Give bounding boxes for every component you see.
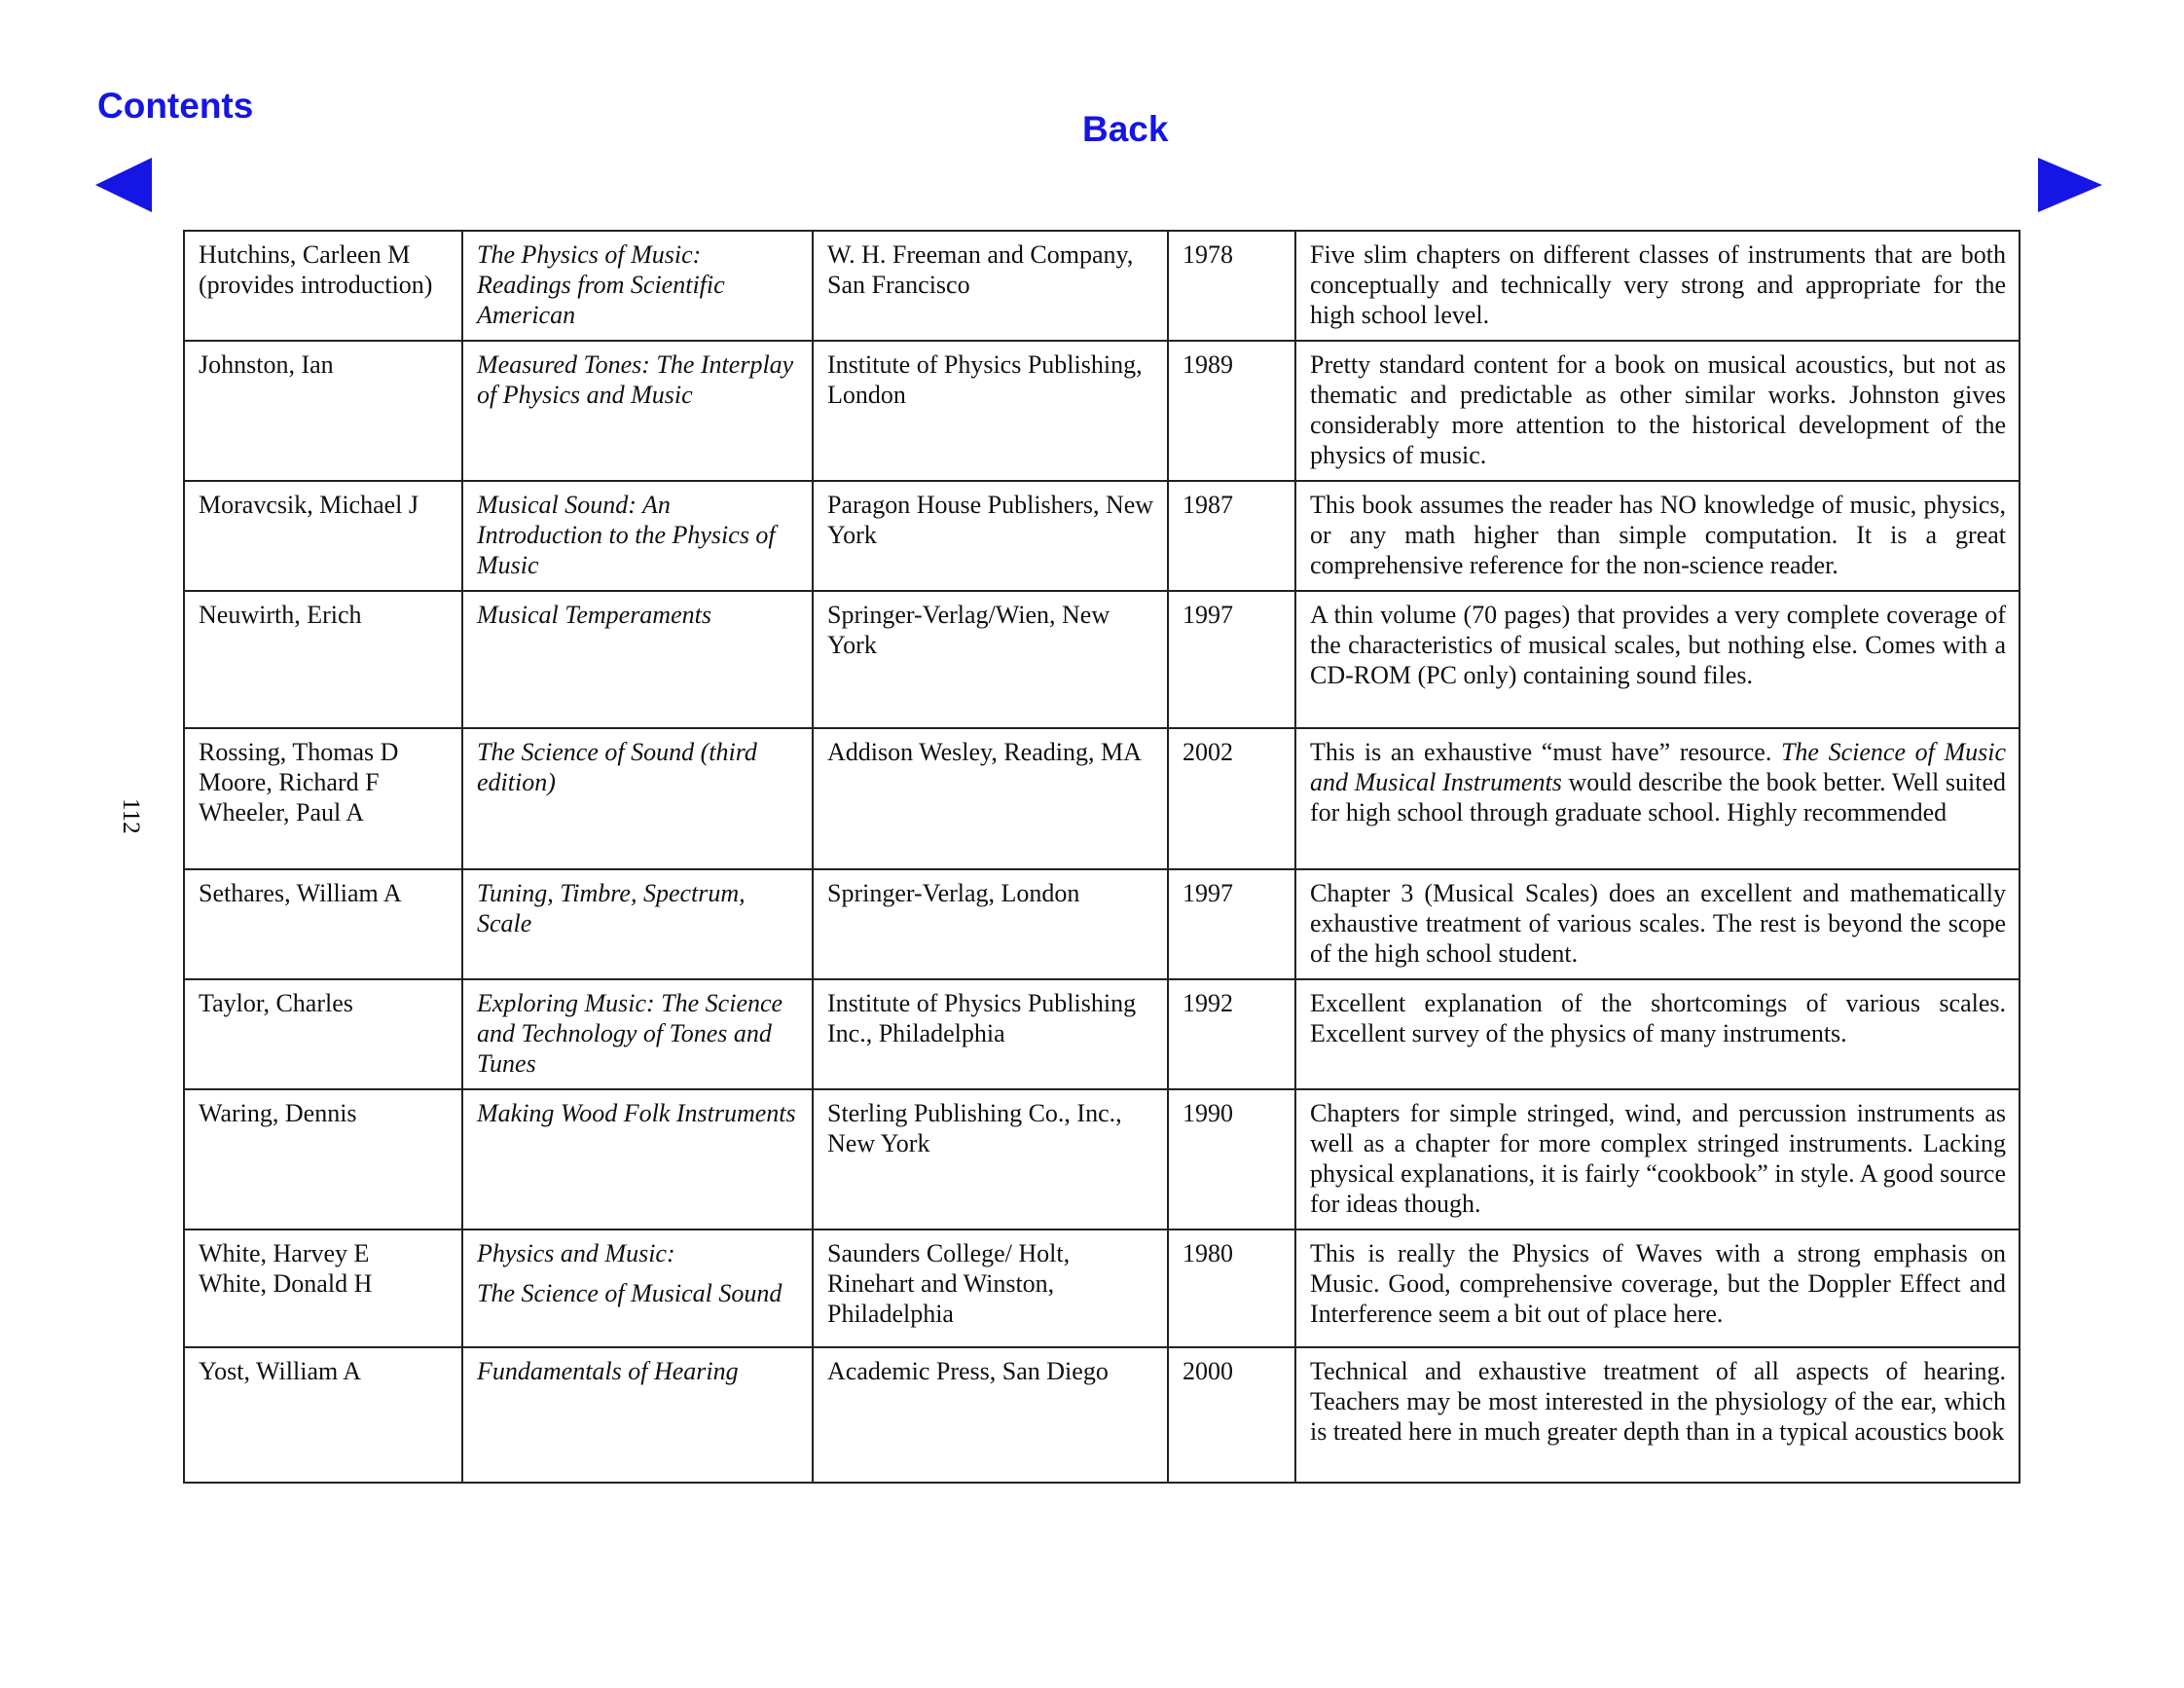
author-cell: [184, 728, 462, 869]
author-cell: Taylor, Charles: [184, 979, 462, 1089]
title-cell: The Science of Sound (third edition): [462, 728, 813, 869]
title-cell: Musical Temperaments: [462, 591, 813, 728]
title-cell: Fundamentals of Hearing: [462, 1347, 813, 1483]
description-book-title: The Science of Music and Musical Instruments: [1310, 738, 2006, 796]
publisher-cell: Sterling Publishing Co., Inc., New York: [813, 1089, 1168, 1229]
description-text: This is an exhaustive “must have” resource.: [1310, 738, 1781, 766]
description-cell: This book assumes the reader has NO knowledge of music, physics, or any math higher than simple computation. It is a great comprehensive reference for the non-science reader.: [1295, 481, 2020, 591]
back-link[interactable]: Back: [1082, 109, 1169, 149]
title-cell: Measured Tones: The Interplay of Physics and Music: [462, 341, 813, 481]
publisher-cell: Institute of Physics Publishing Inc., Philadelphia: [813, 979, 1168, 1089]
table-row: [184, 869, 2020, 979]
description-cell: Chapter 3 (Musical Scales) does an excellent and mathematically exhaustive treatment of various scales. The rest is beyond the scope of the high school student.: [1295, 869, 2020, 979]
table-row: [184, 728, 2020, 869]
publisher-cell: W. H. Freeman and Company, San Francisco: [813, 231, 1168, 341]
author-cell: Waring, Dennis: [184, 1089, 462, 1229]
description-cell: Five slim chapters on different classes of instruments that are both conceptually and technically very strong and appropriate for the high school level.: [1295, 231, 2020, 341]
year-cell: 1980: [1168, 1229, 1295, 1347]
title-cell: Musical Sound: An Introduction to the Physics of Music: [462, 481, 813, 591]
publisher-cell: Addison Wesley, Reading, MA: [813, 728, 1168, 869]
author-cell: Sethares, William A: [184, 869, 462, 979]
author-cell: Moravcsik, Michael J: [184, 481, 462, 591]
year-cell: 1997: [1168, 591, 1295, 728]
description-cell: Chapters for simple stringed, wind, and percussion instruments as well as a chapter for more complex stringed instruments. Lacking physical explanations, it is fairly “cookbook” in style. A good source for ideas though.: [1295, 1089, 2020, 1229]
page-number: 112: [118, 798, 144, 834]
publisher-cell: Academic Press, San Diego: [813, 1347, 1168, 1483]
table-row: [184, 481, 2020, 591]
publisher-cell: Paragon House Publishers, New York: [813, 481, 1168, 591]
publisher-cell: Institute of Physics Publishing, London: [813, 341, 1168, 481]
table-row: [184, 1089, 2020, 1229]
title-line: The Science of Musical Sound: [477, 1279, 783, 1307]
title-cell: [462, 1229, 813, 1347]
contents-link[interactable]: Contents: [97, 86, 254, 126]
description-cell: Pretty standard content for a book on musical acoustics, but not as thematic and predictable as other similar works. Johnston gives considerably more attention to the historical development of the physics of music.: [1295, 341, 2020, 481]
table-row: [184, 231, 2020, 341]
title-cell: Exploring Music: The Science and Technology of Tones and Tunes: [462, 979, 813, 1089]
author-cell: Johnston, Ian: [184, 341, 462, 481]
description-cell: [1295, 728, 2020, 869]
table-row: [184, 1229, 2020, 1347]
year-cell: 1992: [1168, 979, 1295, 1089]
description-cell: This is really the Physics of Waves with a strong emphasis on Music. Good, comprehensive coverage, but the Doppler Effect and Interference seem a bit out of place here.: [1295, 1229, 2020, 1347]
author-cell: Yost, William A: [184, 1347, 462, 1483]
year-cell: 1978: [1168, 231, 1295, 341]
author-line: White, Donald H: [199, 1269, 373, 1298]
author-cell: [184, 1229, 462, 1347]
table-row: [184, 979, 2020, 1089]
author-line: Rossing, Thomas D: [199, 738, 399, 766]
year-cell: 2000: [1168, 1347, 1295, 1483]
table-row: [184, 1347, 2020, 1483]
description-text: would describe the book better. Well suited for high school through graduate school. Highly recommended: [1310, 768, 2007, 826]
publisher-cell: Saunders College/ Holt, Rinehart and Winston, Philadelphia: [813, 1229, 1168, 1347]
table-row: [184, 341, 2020, 481]
year-cell: 1989: [1168, 341, 1295, 481]
author-line: White, Harvey E: [199, 1239, 370, 1267]
author-line: Wheeler, Paul A: [199, 798, 365, 826]
year-cell: 1987: [1168, 481, 1295, 591]
description-cell: Excellent explanation of the shortcomings of various scales. Excellent survey of the physics of many instruments.: [1295, 979, 2020, 1089]
year-cell: 1990: [1168, 1089, 1295, 1229]
author-cell: Neuwirth, Erich: [184, 591, 462, 728]
description-cell: A thin volume (70 pages) that provides a very complete coverage of the characteristics of musical scales, but nothing else. Comes with a CD-ROM (PC only) containing sound files.: [1295, 591, 2020, 728]
year-cell: 1997: [1168, 869, 1295, 979]
title-line: Physics and Music:: [477, 1239, 675, 1267]
year-cell: 2002: [1168, 728, 1295, 869]
left-arrow-icon[interactable]: [93, 156, 154, 214]
title-cell: Making Wood Folk Instruments: [462, 1089, 813, 1229]
author-line: Moore, Richard F: [199, 768, 380, 796]
bibliography-table: [183, 230, 2020, 1484]
title-cell: The Physics of Music: Readings from Scientific American: [462, 231, 813, 341]
table-row: [184, 591, 2020, 728]
description-cell: Technical and exhaustive treatment of all aspects of hearing. Teachers may be most interested in the physiology of the ear, which is treated here in much greater depth than in a typical acoustics book: [1295, 1347, 2020, 1483]
title-cell: Tuning, Timbre, Spectrum, Scale: [462, 869, 813, 979]
right-arrow-icon[interactable]: [2036, 156, 2104, 214]
author-cell: Hutchins, Carleen M (provides introduction): [184, 231, 462, 341]
publisher-cell: Springer-Verlag/Wien, New York: [813, 591, 1168, 728]
publisher-cell: Springer-Verlag, London: [813, 869, 1168, 979]
